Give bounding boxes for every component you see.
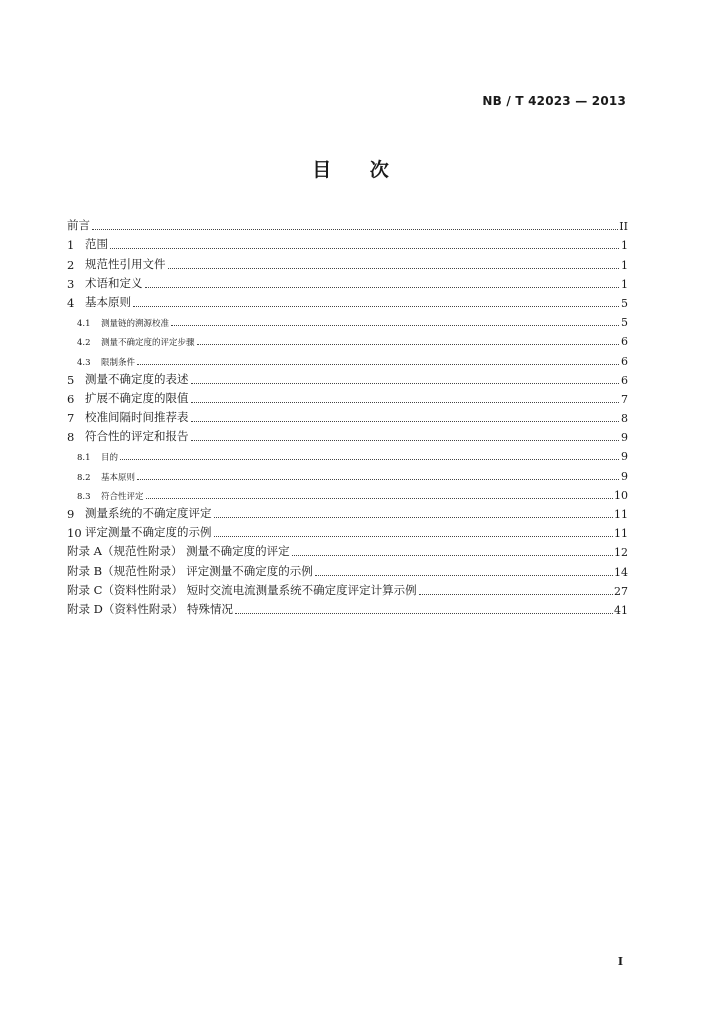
- toc-entry: [67, 368, 628, 387]
- toc-entry: [67, 387, 628, 406]
- toc-entry-page: 27: [614, 584, 628, 598]
- toc-subentry: [67, 310, 628, 329]
- dot-leader: [171, 324, 619, 326]
- toc-entry-number: 9: [67, 507, 75, 521]
- toc-entry-title: 基本原则: [85, 294, 131, 309]
- toc-entry-page: 9: [621, 450, 628, 464]
- toc-entry: [67, 502, 628, 521]
- dot-leader: [191, 439, 620, 441]
- toc-entry-title: 测量不确定度的评定步骤: [101, 338, 195, 349]
- toc-entry-number: 3: [67, 276, 75, 291]
- toc-entry-page: 5: [621, 316, 628, 330]
- dot-leader: [235, 612, 613, 614]
- dot-leader: [191, 401, 620, 403]
- toc-subentry: [67, 348, 628, 367]
- toc-entry-title: 目的: [101, 453, 119, 464]
- toc-entry: [67, 425, 628, 444]
- toc-entry-number: 4.1: [77, 319, 91, 330]
- toc-entry-page: 6: [621, 335, 628, 349]
- toc-entry-title: 测量不确定度的表述: [85, 371, 189, 386]
- toc-entry-number: 7: [67, 411, 75, 426]
- dot-leader: [292, 554, 613, 556]
- toc-entry-number: 6: [67, 391, 75, 406]
- toc-entry-page: 1: [621, 258, 628, 272]
- toc-entry-number: 10: [67, 526, 82, 541]
- toc-subentry: [67, 483, 628, 502]
- toc-entry-page: 9: [621, 431, 628, 445]
- dot-leader: [110, 247, 619, 249]
- dot-leader: [191, 420, 620, 422]
- toc-subentry: [67, 444, 628, 463]
- toc-entry: [67, 272, 628, 291]
- toc-entry-title: 规范性引用文件: [85, 256, 166, 271]
- toc-entry: [67, 579, 628, 598]
- toc-entry-title: 评定测量不确定度的示例: [85, 525, 212, 540]
- toc-entry-title: 测量系统的不确定度评定: [85, 506, 212, 520]
- toc-entry-title: 限制条件: [101, 357, 136, 368]
- toc-entry-title: 附录 A（规范性附录） 测量不确定度的评定: [67, 544, 290, 559]
- toc-entry-page: 1: [621, 277, 628, 291]
- toc-entry-page: 7: [621, 392, 628, 406]
- toc-entry: [67, 598, 628, 617]
- toc-entry-title: 测量链的溯源校准: [101, 319, 170, 330]
- toc-entry-title: 基本原则: [101, 472, 136, 483]
- toc-entry-number: 8.3: [77, 491, 91, 502]
- dot-leader: [137, 478, 619, 480]
- toc-entry: [67, 291, 628, 310]
- toc-entry-number: 1: [67, 238, 75, 253]
- toc-entry-number: 2: [67, 257, 75, 272]
- dot-leader: [197, 343, 619, 345]
- toc-entry-title: 附录 C（资料性附录） 短时交流电流测量系统不确定度评定计算示例: [67, 582, 417, 597]
- toc-entry-title: 前言: [67, 218, 90, 233]
- dot-leader: [145, 286, 620, 288]
- toc-entry-number: 4.2: [77, 338, 91, 349]
- toc-entry-page: 11: [614, 508, 628, 521]
- toc-entry-page: 11: [614, 527, 628, 541]
- toc-entry: [67, 214, 628, 233]
- dot-leader: [191, 382, 620, 384]
- toc-entry: [67, 252, 628, 271]
- toc-entry: [67, 540, 628, 559]
- toc-entry-title: 校准间隔时间推荐表: [85, 410, 189, 425]
- toc-entry-title: 术语和定义: [85, 275, 143, 290]
- toc-entry: [67, 521, 628, 540]
- toc-entry-title: 范围: [85, 237, 108, 252]
- page-number: I: [617, 955, 623, 968]
- toc-entry-title: 附录 D（资料性附录） 特殊情况: [67, 601, 234, 616]
- dot-leader: [137, 363, 619, 365]
- toc-entry-title: 符合性的评定和报告: [85, 429, 189, 444]
- toc-entry-title: 符合性评定: [101, 491, 144, 502]
- dot-leader: [315, 574, 613, 576]
- toc-entry-page: 5: [621, 296, 628, 310]
- toc-entry-number: 4.3: [77, 357, 91, 368]
- table-of-contents: [67, 214, 628, 617]
- toc-entry: [67, 559, 628, 578]
- dot-leader: [133, 305, 619, 307]
- document-code: NB / T 42023 — 2013: [482, 94, 626, 108]
- toc-entry-page: 9: [621, 469, 628, 483]
- toc-entry-page: 6: [621, 373, 628, 387]
- toc-entry-number: 8: [67, 430, 75, 445]
- dot-leader: [92, 228, 618, 230]
- toc-entry-page: 14: [614, 565, 628, 579]
- dot-leader: [120, 458, 619, 460]
- toc-entry: [67, 406, 628, 425]
- toc-entry-page: 12: [614, 546, 628, 560]
- dot-leader: [214, 516, 614, 518]
- toc-entry: [67, 233, 628, 252]
- toc-entry-number: 8.1: [77, 453, 91, 464]
- toc-entry-title: 扩展不确定度的限值: [85, 390, 189, 405]
- dot-leader: [419, 593, 613, 595]
- page-title: 目 次: [312, 159, 389, 181]
- toc-entry-page: 6: [621, 354, 628, 368]
- dot-leader: [146, 497, 613, 499]
- toc-subentry: [67, 329, 628, 348]
- toc-entry-page: 10: [614, 488, 628, 502]
- toc-entry-title: 附录 B（规范性附录） 评定测量不确定度的示例: [67, 563, 313, 578]
- toc-entry-page: 1: [621, 239, 628, 253]
- toc-entry-number: 4: [67, 295, 75, 310]
- toc-entry-page: II: [619, 220, 628, 234]
- toc-entry-page: 8: [621, 412, 628, 426]
- toc-entry-number: 5: [67, 372, 75, 387]
- dot-leader: [168, 267, 620, 269]
- dot-leader: [214, 535, 614, 537]
- toc-entry-page: 41: [614, 603, 628, 617]
- toc-entry-number: 8.2: [77, 472, 91, 483]
- toc-subentry: [67, 463, 628, 482]
